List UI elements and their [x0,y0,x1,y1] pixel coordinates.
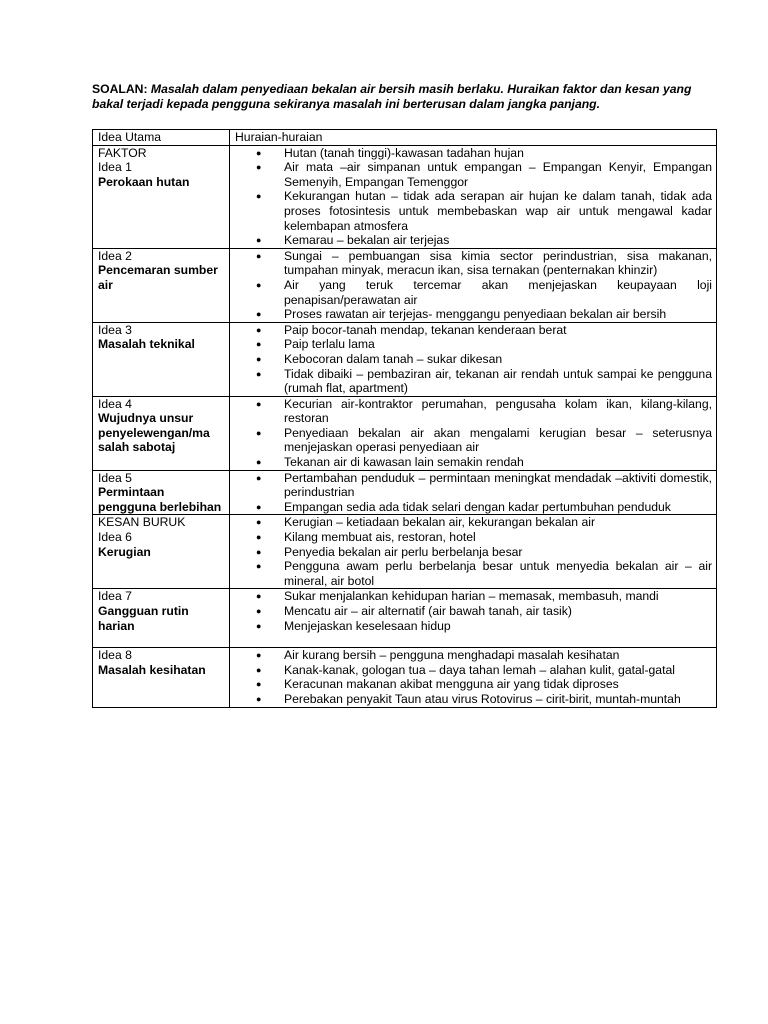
idea-title: Gangguan rutin harian [98,604,189,633]
list-item-text: Proses rawatan air terjejas- menggangu penyediaan bekalan air bersih [284,307,667,322]
description-cell [230,648,717,707]
list-item [235,604,712,619]
table-row [93,515,717,589]
table-row [93,589,717,648]
bullet-icon: ● [256,250,262,261]
bullet-icon: ● [256,162,262,173]
section-label: KESAN BURUK [98,515,186,530]
idea-title: Perokaan hutan [98,174,190,189]
list-item-text: Sukar menjalankan kehidupan harian – memasak, membasuh, mandi [284,589,659,604]
bullet-list [235,648,712,706]
idea-cell [93,145,230,248]
bullet-icon: ● [256,693,262,704]
idea-title: Pencemaran sumber air [98,263,218,292]
idea-cell [93,322,230,396]
idea-title: Permintaan pengguna berlebihan [98,485,222,514]
bullet-icon: ● [256,650,262,661]
list-item [235,249,712,278]
list-item-text: Empangan sedia ada tidak selari dengan kadar pertumbuhan penduduk [284,499,671,514]
list-item-text: Paip bocor-tanah mendap, tekanan kenderaan berat [284,322,567,337]
bullet-list [235,589,712,647]
list-item-text: Menjejaskan keselesaan hidup [284,618,451,633]
bullet-icon: ● [256,457,262,468]
list-item-text: Penyedia bekalan air perlu berbelanja besar [284,544,523,559]
bullet-icon: ● [256,664,262,675]
list-item [235,426,712,455]
list-item [235,278,712,307]
section-label: FAKTOR [98,145,147,160]
idea-number: Idea 1 [98,160,132,175]
bullet-icon: ● [256,368,262,379]
list-item-text: Kilang membuat ais, restoran, hotel [284,530,476,545]
bullet-icon: ● [256,235,262,246]
table-row [93,322,717,396]
list-item-text: Kanak-kanak, gologan tua – daya tahan lemah – alahan kulit, gatal-gatal [284,662,675,677]
description-cell [230,396,717,470]
bullet-icon: ● [256,620,262,631]
description-cell [230,589,717,648]
description-cell [230,322,717,396]
list-item [235,352,712,367]
bullet-icon: ● [256,546,262,557]
bullet-icon: ● [256,427,262,438]
idea-cell [93,396,230,470]
list-item-text: Tekanan air di kawasan lain semakin rendah [284,455,524,470]
list-item [235,692,712,707]
answer-table [92,129,717,708]
list-item-text: Air mata –air simpanan untuk empangan – Empangan Kenyir, Empangan Semenyih, Empangan Temenggor [284,160,712,189]
bullet-icon: ● [256,309,262,320]
list-item [235,530,712,545]
list-item [235,515,712,530]
list-item [235,160,712,189]
list-item-text: Paip terlalu lama [284,337,375,352]
idea-number: Idea 3 [98,322,132,337]
idea-cell [93,589,230,648]
list-item [235,337,712,352]
table-row [93,248,717,322]
question-prefix: SOALAN: [92,82,148,96]
bullet-icon: ● [256,279,262,290]
idea-title: Masalah teknikal [98,337,195,352]
list-item-text: Kecurian air-kontraktor perumahan, pengusaha kolam ikan, kilang-kilang, restoran [284,396,712,426]
list-item-text: Sungai – pembuangan sisa kimia sector perindustrian, sisa makanan, tumpahan minyak, meracun ikan, sisa ternakan (penternakan khinzir) [284,248,712,278]
list-item [235,397,712,426]
bullet-icon: ● [256,472,262,483]
table-row [93,648,717,707]
list-item-text: Hutan (tanah tinggi)-kawasan tadahan hujan [284,145,524,160]
bullet-list [235,397,712,470]
list-item [235,663,712,678]
list-item-text: Keracunan makanan akibat mengguna air yang tidak diproses [284,677,619,692]
list-item-text: Pertambahan penduduk – permintaan meningkat mendadak –aktiviti domestik, perindustrian [284,470,712,500]
bullet-list [235,146,712,248]
table-row [93,145,717,248]
bullet-list [235,471,712,515]
bullet-list [235,515,712,588]
idea-number: Idea 2 [98,248,132,263]
bullet-icon: ● [256,679,262,690]
list-item [235,500,712,515]
bullet-icon: ● [256,398,262,409]
idea-cell [93,648,230,707]
bullet-list [235,323,712,396]
idea-cell [93,248,230,322]
list-item-text: Tidak dibaiki – pembaziran air, tekanan air rendah untuk sampai ke pengguna (rumah flat, apartment) [284,366,712,396]
list-item-text: Kemarau – bekalan air terjejas [284,233,450,248]
list-item [235,455,712,470]
list-item [235,323,712,338]
description-cell [230,248,717,322]
list-item-text: Mencatu air – air alternatif (air bawah tanah, air tasik) [284,604,572,618]
list-item [235,619,712,634]
list-item [235,146,712,161]
description-cell [230,515,717,589]
list-item-text: Perebakan penyakit Taun atau virus Rotovirus – cirit-birit, muntah-muntah [284,691,681,706]
idea-cell [93,470,230,515]
list-item [235,589,712,604]
list-item [235,367,712,396]
idea-number: Idea 5 [98,470,132,485]
header-idea-utama: Idea Utama [93,130,230,146]
list-item-text: Pengguna awam perlu berbelanja besar untuk menyedia bekalan air – air mineral, air botol [284,559,712,588]
bullet-icon: ● [256,591,262,602]
table-header-row [93,130,717,146]
table-row [93,470,717,515]
list-item [235,307,712,322]
idea-number: Idea 6 [98,530,132,545]
description-cell [230,470,717,515]
bullet-icon: ● [256,191,262,202]
bullet-icon: ● [256,339,262,350]
idea-number: Idea 8 [98,648,132,663]
idea-title: Wujudnya unsur penyelewengan/ma salah sabotaj [98,411,210,455]
idea-title: Masalah kesihatan [98,662,206,677]
bullet-list [235,249,712,322]
idea-cell [93,515,230,589]
question-text [92,82,716,128]
list-item-text: Kekurangan hutan – tidak ada serapan air hujan ke dalam tanah, tidak ada proses fotosintesis untuk membebaskan wap air untuk mengawal kadar kelembapan atmosfera [284,189,712,233]
bullet-icon: ● [256,353,262,364]
list-item [235,233,712,248]
list-item [235,471,712,500]
bullet-icon: ● [256,561,262,572]
bullet-icon: ● [256,517,262,528]
list-item-text: Kerugian – ketiadaan bekalan air, kekurangan bekalan air [284,515,596,530]
document-page [92,82,716,706]
question-body: Masalah dalam penyediaan bekalan air bersih masih berlaku. Huraikan faktor dan kesan yang bakal terjadi kepada pengguna sekiranya masalah ini berterusan dalam jangka panjang. [92,82,692,111]
list-item [235,559,712,588]
bullet-icon: ● [256,147,262,158]
bullet-icon: ● [256,324,262,335]
idea-number: Idea 4 [98,396,132,411]
description-cell [230,145,717,248]
list-item-text: Air kurang bersih – pengguna menghadapi masalah kesihatan [284,648,620,663]
list-item [235,189,712,233]
list-item-text: Air yang teruk tercemar akan menjejaskan keupayaan loji penapisan/perawatan air [284,277,712,307]
bullet-icon: ● [256,606,262,616]
header-huraian: Huraian-huraian [230,130,717,146]
list-item [235,677,712,692]
list-item [235,648,712,663]
idea-number: Idea 7 [98,589,132,604]
idea-title: Kerugian [98,544,151,559]
list-item-text: Kebocoran dalam tanah – sukar dikesan [284,351,503,366]
bullet-icon: ● [256,532,262,543]
bullet-icon: ● [256,501,262,512]
table-row [93,396,717,470]
list-item-text: Penyediaan bekalan air akan mengalami kerugian besar – seterusnya menjejaskan operasi penyediaan air [284,425,712,455]
table-body [93,145,717,707]
list-item [235,545,712,560]
